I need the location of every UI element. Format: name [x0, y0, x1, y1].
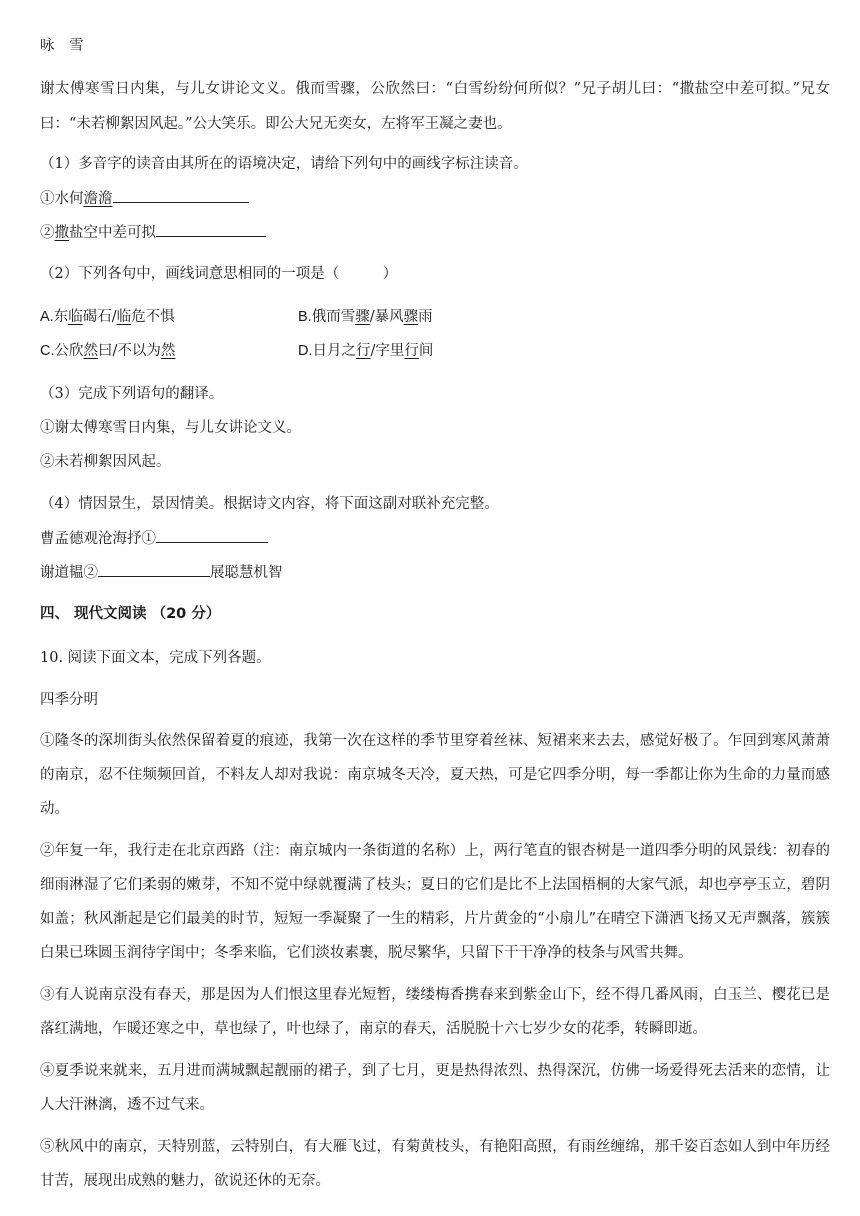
option-c[interactable]: [40, 341, 175, 361]
couplet-line-1: [40, 528, 268, 549]
option-c-text: 曰/不以为: [98, 343, 161, 359]
option-c-underlined-2: 然: [160, 343, 176, 359]
question-10: 10. 阅读下面文本，完成下列各题。: [40, 650, 271, 666]
q3-item-1: ①谢太傅寒雪日内集，与儿女讲论文义。: [40, 420, 301, 436]
q3-stem: （3）完成下列语句的翻译。: [40, 386, 224, 402]
option-c-letter: C.: [40, 343, 55, 359]
couplet-line-2: [40, 562, 283, 583]
poem-title: 咏 雪: [40, 38, 84, 54]
couplet-line-2-post: 展聪慧机智: [210, 565, 283, 581]
option-b-text: /暴风: [369, 309, 404, 325]
essay-paragraph-1: ①隆冬的深圳街头依然保留着夏的痕迹，我第一次在这样的季节里穿着丝袜、短裙来来去去，感觉好极了。乍回到寒风萧萧的南京，忍不住频频回首，不料友人却对我说：南京城冬天冷，夏天热，可是它四季分明，每一季都让你为生命的力量而感动。: [40, 733, 830, 817]
answer-blank[interactable]: [113, 188, 249, 203]
option-a-text: 碣石/: [82, 309, 117, 325]
option-a-letter: A.: [40, 309, 54, 325]
option-c-text: 公欣: [54, 343, 84, 359]
q1-item-1: [40, 188, 249, 209]
essay-paragraph-5: ⑤秋风中的南京，天特别蓝，云特别白，有大雁飞过，有菊黄枝头，有艳阳高照，有雨丝缠绵，那千姿百态如人到中年历经甘苦，展现出成熟的魅力，欲说还休的无奈。: [40, 1139, 830, 1189]
answer-blank[interactable]: [156, 528, 268, 543]
q1-item-2-text: 盐空中差可拟: [69, 225, 156, 241]
q1-item-2-underlined: 撒: [54, 225, 69, 241]
option-a-underlined-2: 临: [116, 309, 132, 325]
option-d-text: /字里: [370, 343, 405, 359]
q1-stem: （1）多音字的读音由其所在的语境决定，请给下列句中的画线字标注读音。: [40, 156, 528, 172]
answer-blank[interactable]: [98, 562, 210, 577]
option-a-text: 危不惧: [131, 309, 175, 325]
option-d-text: 日月之: [312, 343, 356, 359]
q3-item-2: ②未若柳絮因风起。: [40, 454, 171, 470]
q1-item-1-number: ①: [40, 191, 55, 207]
q4-stem: （4）情因景生，景因情美。根据诗文内容，将下面这副对联补充完整。: [40, 496, 499, 512]
option-b-underlined-2: 骤: [403, 309, 419, 325]
option-b-text: 雨: [418, 309, 433, 325]
option-a-underlined-1: 临: [68, 309, 83, 325]
classical-passage: 谢太傅寒雪日内集，与儿女讲论文义。俄而雪骤，公欣然曰：“白雪纷纷何所似？”兄子胡儿曰：“撒盐空中差可拟。”兄女曰：“未若柳絮因风起。”公大笑乐。即公大兄无奕女，左将军王凝之妻也。: [40, 81, 830, 132]
option-a-text: 东: [53, 309, 69, 325]
essay-title: 四季分明: [40, 692, 98, 708]
option-c-underlined-1: 然: [83, 343, 98, 359]
option-d-text: 间: [418, 343, 434, 359]
option-b-letter: B.: [298, 309, 312, 325]
option-d-letter: D.: [298, 343, 313, 359]
couplet-line-2-text: 谢道韫②: [40, 565, 98, 581]
essay-paragraph-3: ③有人说南京没有春天，那是因为人们恨这里春光短暂，缕缕梅香携春来到紫金山下，经不得几番风雨，白玉兰、樱花已是落红满地，乍暖还寒之中，草也绿了，叶也绿了，南京的春天，活脱脱十六七岁少女的花季，转瞬即逝。: [40, 987, 830, 1037]
option-d-underlined-1: 行: [356, 343, 371, 359]
option-a[interactable]: [40, 307, 175, 327]
option-d[interactable]: [298, 341, 433, 361]
option-d-underlined-2: 行: [404, 343, 419, 359]
q1-item-1-underlined: 澹澹: [83, 191, 113, 207]
q1-item-1-text: 水何: [54, 191, 84, 207]
q1-item-2-number: ②: [40, 225, 55, 241]
section-heading: 四、 现代文阅读 （20 分）: [40, 606, 221, 622]
couplet-line-1-text: 曹孟德观沧海抒①: [40, 531, 156, 547]
essay-paragraph-2: ②年复一年，我行走在北京西路（注：南京城内一条街道的名称）上，两行笔直的银杏树是一道四季分明的风景线：初春的细雨淋湿了它们柔弱的嫩芽，不知不觉中绿就覆满了枝头；夏日的它们是比不上法国梧桐的大家气派，却也亭亭玉立，碧阴如盖；秋风渐起是它们最美的时节，短短一季凝聚了一生的精彩，片片黄金的“小扇儿”在晴空下潇洒飞扬又无声飘落，簇簇白果已珠圆玉润待字闺中；冬季来临，它们淡妆素裹，脱尽繁华，只留下干干净净的枝条与风雪共舞。: [40, 843, 830, 961]
essay-paragraph-4: ④夏季说来就来，五月进而满城飘起靓丽的裙子，到了七月，更是热得浓烈、热得深沉，仿佛一场爱得死去活来的恋情，让人大汗淋漓，透不过气来。: [40, 1063, 830, 1113]
option-b-text: 俄而雪: [311, 309, 356, 325]
option-b[interactable]: [298, 307, 433, 327]
q1-item-2: [40, 222, 266, 243]
answer-blank[interactable]: [156, 222, 266, 237]
option-b-underlined-1: 骤: [355, 309, 370, 325]
q2-stem: （2）下列各句中，画线词意思相同的一项是（ ）: [40, 266, 398, 282]
